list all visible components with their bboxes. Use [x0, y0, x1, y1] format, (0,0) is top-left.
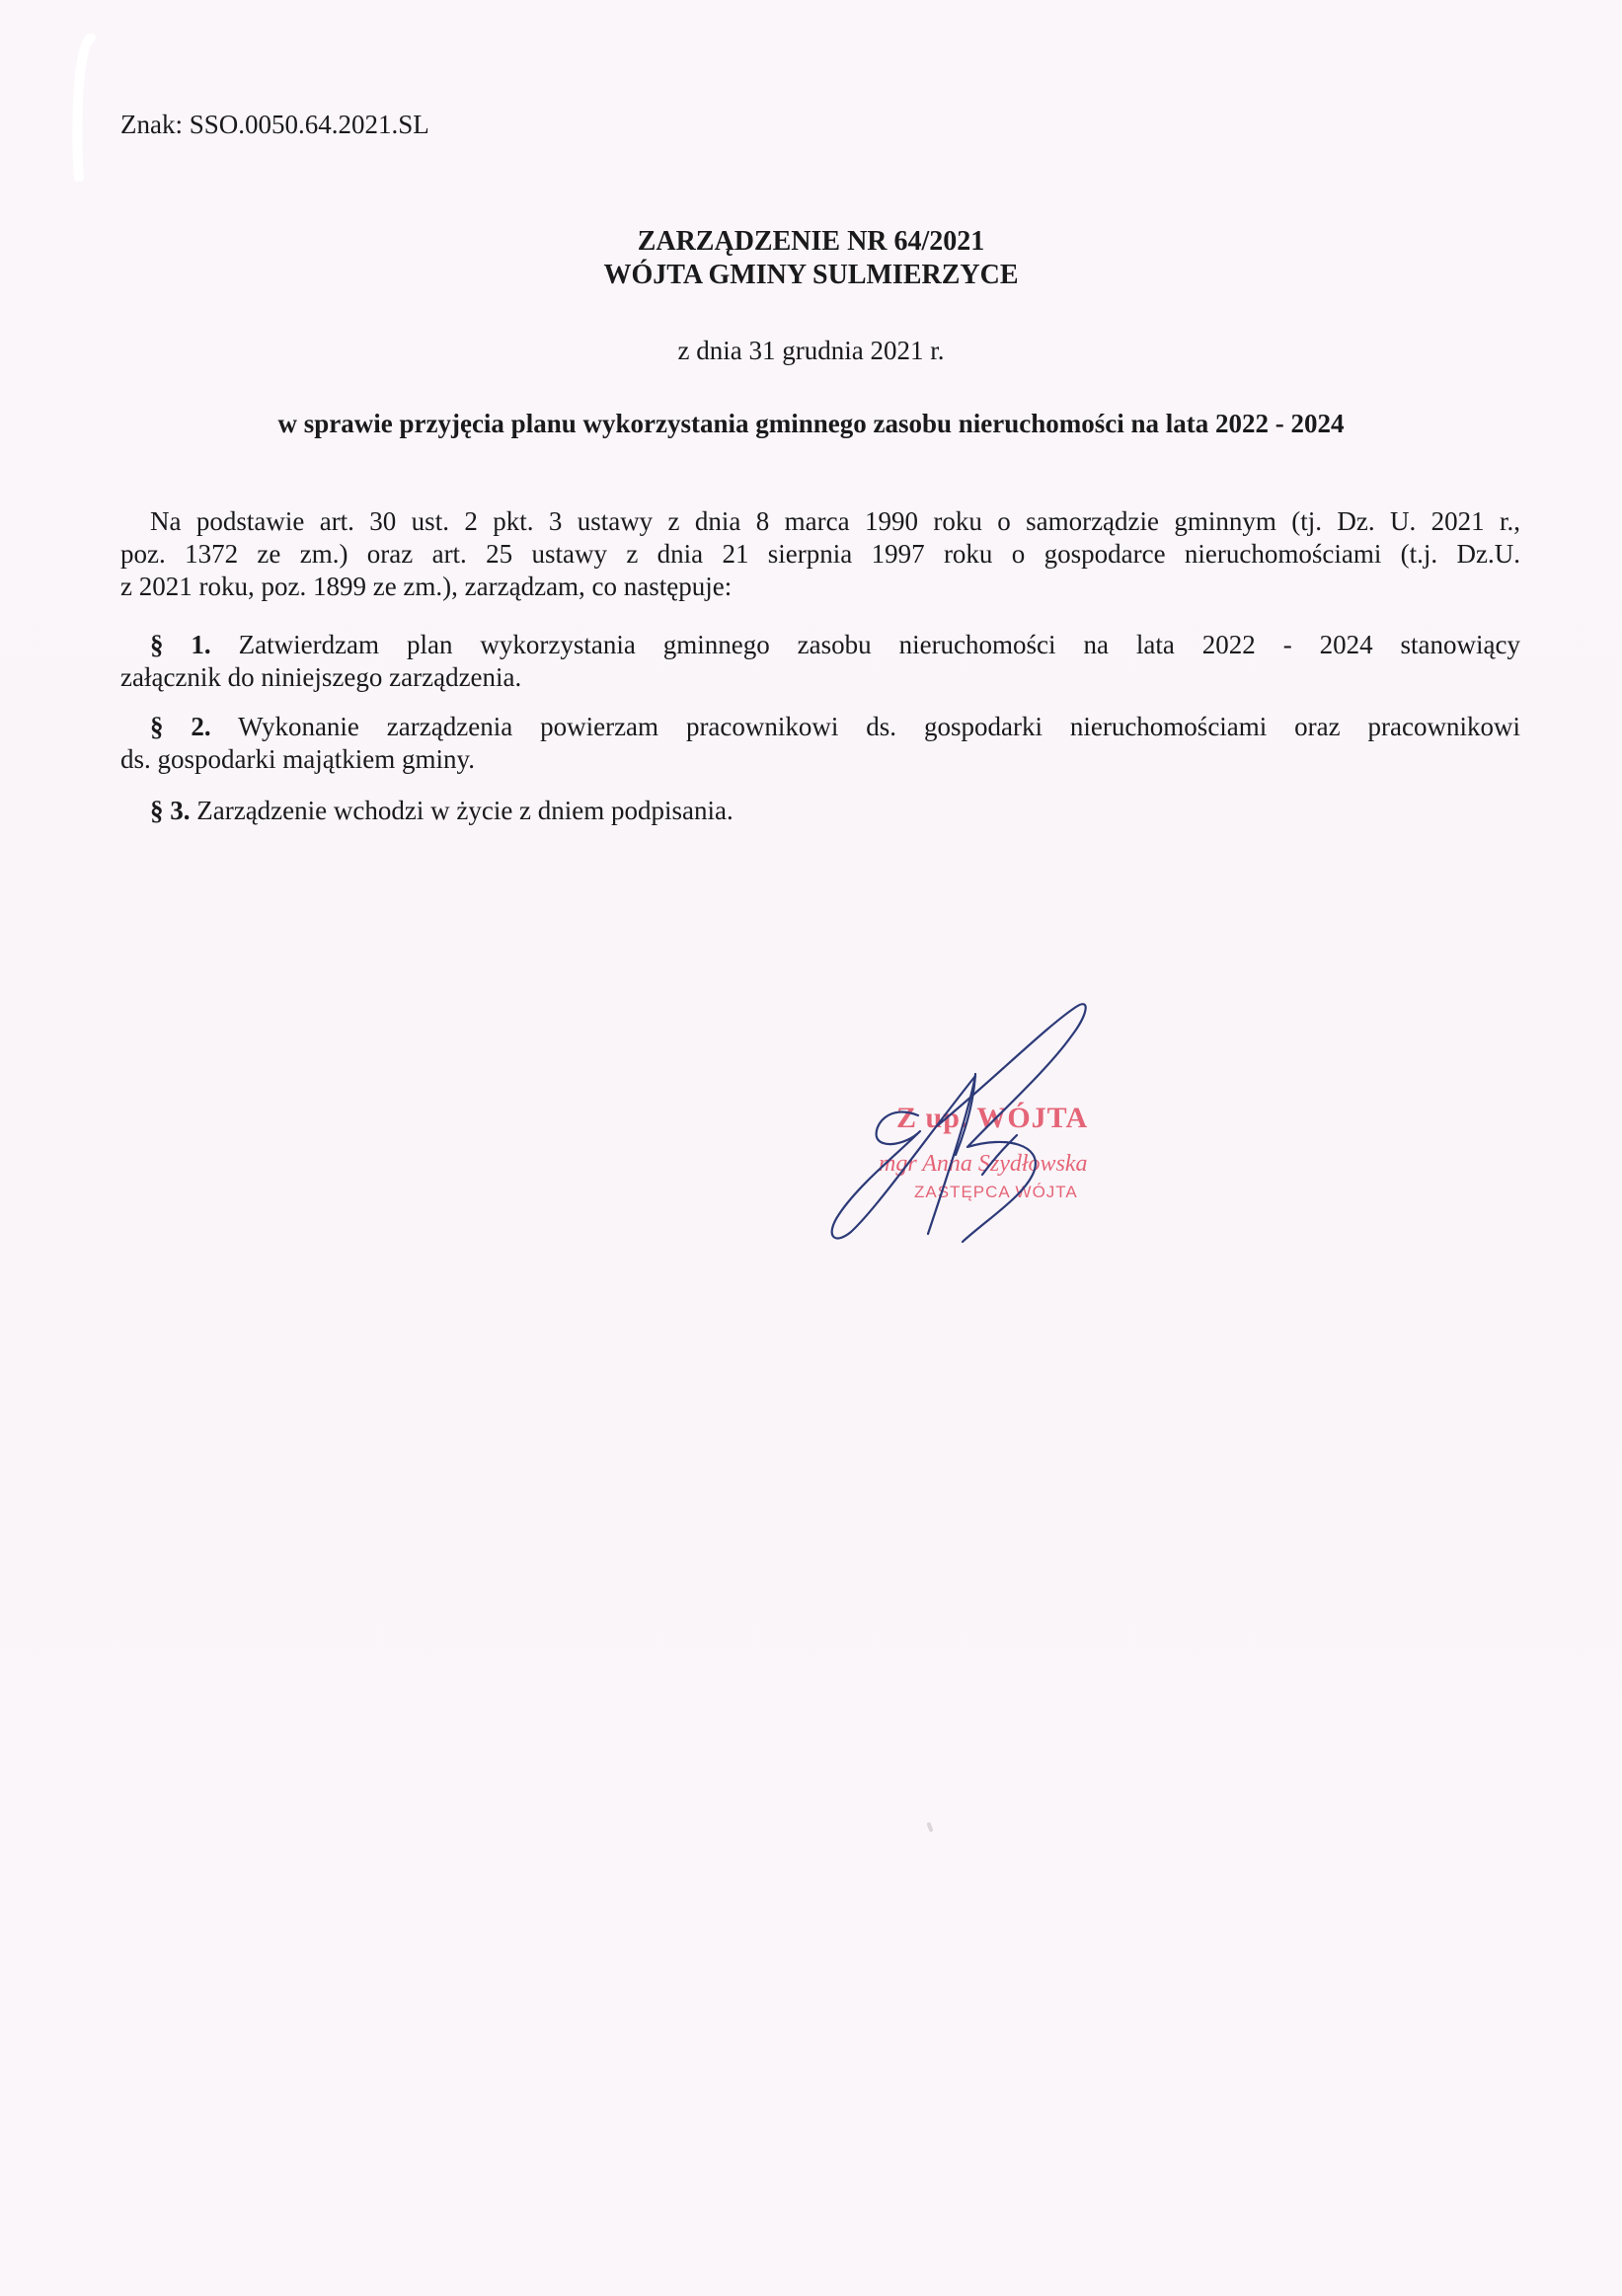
stamp-authority: Z up. WÓJTA — [896, 1102, 1089, 1134]
paragraph-number: § 3. — [150, 796, 191, 825]
legal-basis-line: Na podstawie art. 30 ust. 2 pkt. 3 ustawy z dnia 8 marca 1990 roku o samorządzie gminnym (tj. Dz. U. 2021 r., — [150, 506, 1520, 536]
paragraph-number: § 1. — [150, 630, 211, 659]
paragraph-line — [120, 711, 1520, 743]
paragraph-line: załącznik do niniejszego zarządzenia. — [120, 662, 522, 692]
paragraph-2 — [120, 711, 1520, 776]
issuer-title: WÓJTA GMINY SULMIERZYCE — [603, 260, 1019, 290]
paragraph-line: ds. gospodarki majątkiem gminy. — [120, 744, 475, 774]
scan-speck — [926, 1822, 933, 1833]
stamp-signatory-name: mgr Anna Szydłowska — [879, 1151, 1088, 1177]
document-date: z dnia 31 grudnia 2021 r. — [677, 336, 945, 365]
paragraph-1 — [120, 629, 1520, 694]
handwritten-signature — [780, 987, 1175, 1263]
legal-basis-line: poz. 1372 ze zm.) oraz art. 25 ustawy z dnia 21 sierpnia 1997 roku o gospodarce nieruchomościami (t.j. Dz.U. — [120, 539, 1520, 569]
paragraph-text: Zatwierdzam plan wykorzystania gminnego zasobu nieruchomości na lata 2022 - 2024 stanowiący — [238, 630, 1521, 659]
paragraph-line — [120, 795, 1520, 827]
stamp-position: ZASTĘPCA WÓJTA — [914, 1183, 1078, 1201]
paragraph-line — [120, 629, 1520, 661]
legal-basis-paragraph — [120, 505, 1520, 603]
paragraph-number: § 2. — [150, 712, 211, 741]
document-subject: w sprawie przyjęcia planu wykorzystania gminnego zasobu nieruchomości na lata 2022 - 2024 — [277, 409, 1345, 438]
paragraph-3 — [120, 795, 1520, 827]
legal-basis-line: z 2021 roku, poz. 1899 ze zm.), zarządzam, co następuje: — [120, 572, 733, 601]
reference-number: Znak: SSO.0050.64.2021.SL — [120, 110, 429, 139]
paragraph-text: Wykonanie zarządzenia powierzam pracownikowi ds. gospodarki nieruchomościami oraz pracownikowi — [238, 712, 1521, 741]
document-title: ZARZĄDZENIE NR 64/2021 — [637, 226, 985, 257]
paragraph-text: Zarządzenie wchodzi w życie z dniem podpisania. — [196, 796, 734, 825]
scan-artifact — [69, 34, 99, 182]
signature-block — [780, 987, 1175, 1263]
